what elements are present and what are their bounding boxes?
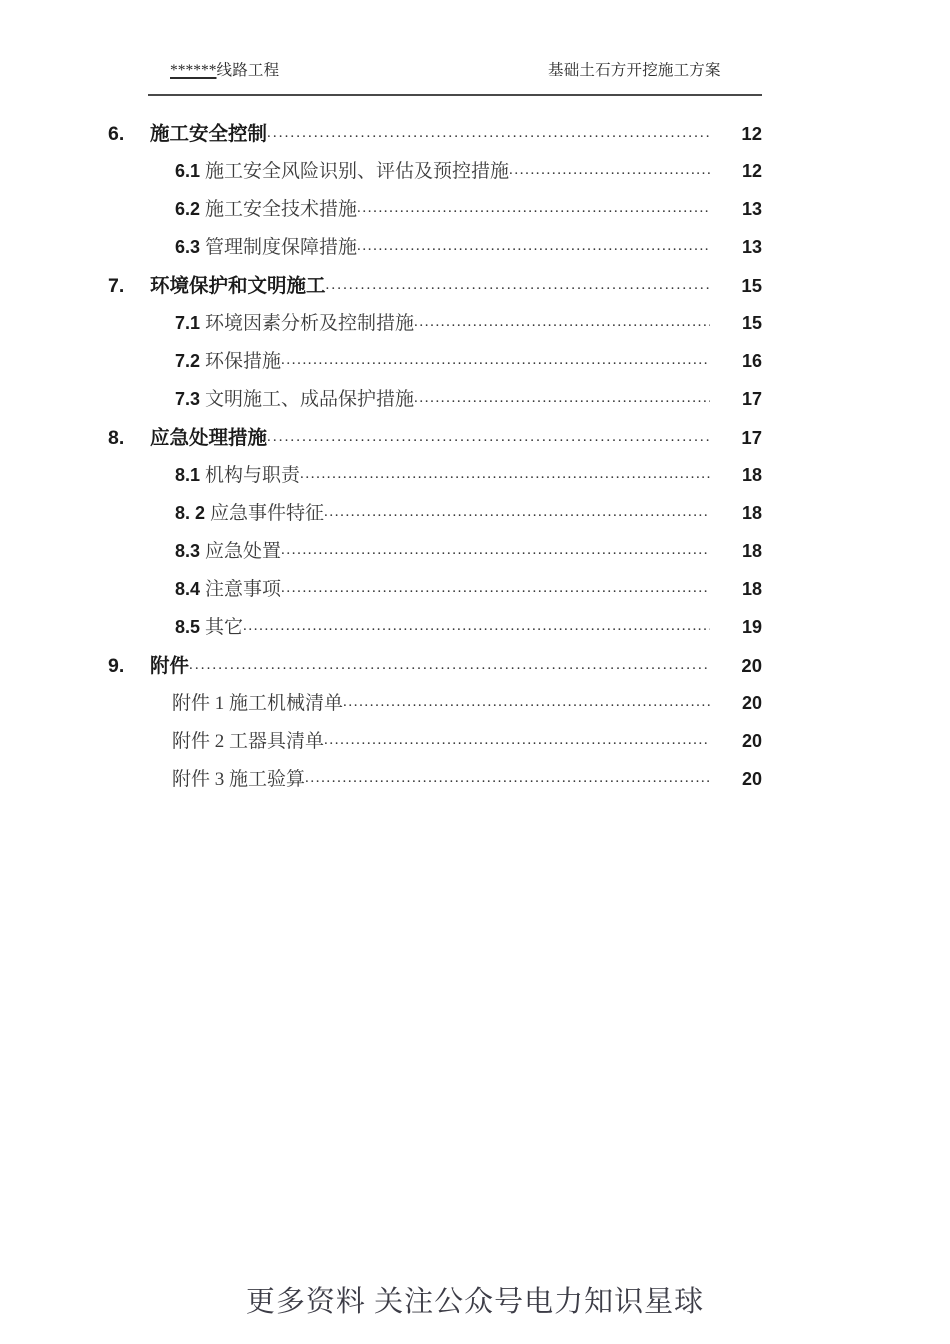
- table-of-contents: [0, 118, 950, 802]
- toc-dot-leader: [281, 352, 710, 369]
- toc-entry-number: 6.: [108, 123, 125, 145]
- toc-entry-number: 7.1: [175, 313, 201, 333]
- toc-dot-leader: [414, 314, 710, 331]
- toc-entry-title: 应急处置: [205, 541, 282, 562]
- toc-dot-leader: [509, 162, 710, 179]
- toc-entry[interactable]: [0, 460, 950, 498]
- toc-entry-number: 6.2: [175, 199, 201, 219]
- toc-page-number: 18: [741, 541, 762, 561]
- toc-entry[interactable]: [0, 498, 950, 536]
- toc-page-number: 15: [741, 313, 762, 333]
- toc-entry[interactable]: [0, 574, 950, 612]
- toc-entry-title: 应急处理措施: [150, 427, 268, 449]
- toc-page-number: 13: [741, 237, 762, 257]
- toc-dot-leader: [281, 580, 710, 597]
- toc-dot-leader: [357, 200, 710, 217]
- toc-page-number: 19: [741, 617, 762, 637]
- toc-entry[interactable]: [0, 422, 950, 460]
- toc-dot-leader: [267, 125, 710, 142]
- toc-page-number: 20: [741, 655, 762, 676]
- toc-dot-leader: [267, 429, 710, 446]
- toc-entry-title: 施工安全风险识别、评估及预控措施: [205, 161, 510, 182]
- toc-dot-leader: [326, 277, 710, 294]
- toc-entry-number: 8.4: [175, 579, 201, 599]
- toc-dot-leader: [324, 732, 710, 749]
- toc-dot-leader: [305, 770, 710, 787]
- toc-entry-title: 环境保护和文明施工: [150, 275, 326, 297]
- toc-entry-title: 附件 3 施工验算: [172, 769, 306, 790]
- toc-entry-title: 施工安全控制: [150, 123, 268, 145]
- toc-entry-number: 9.: [108, 655, 125, 677]
- toc-page-number: 20: [741, 731, 762, 751]
- toc-entry-title: 应急事件特征: [210, 503, 325, 524]
- toc-page-number: 12: [741, 123, 762, 144]
- toc-entry-title: 附件: [150, 655, 190, 677]
- toc-entry-number: 8.5: [175, 617, 201, 637]
- toc-entry[interactable]: [0, 346, 950, 384]
- toc-entry[interactable]: [0, 764, 950, 802]
- toc-dot-leader: [300, 466, 710, 483]
- toc-page-number: 18: [741, 465, 762, 485]
- toc-page-number: 13: [741, 199, 762, 219]
- toc-entry-title: 机构与职责: [205, 465, 301, 486]
- toc-entry-title: 文明施工、成品保护措施: [205, 389, 415, 410]
- toc-entry[interactable]: [0, 194, 950, 232]
- toc-page-number: 20: [741, 769, 762, 789]
- header-project-suffix: 线路工程: [216, 62, 280, 79]
- toc-entry[interactable]: [0, 384, 950, 422]
- toc-entry-number: 6.1: [175, 161, 201, 181]
- toc-page-number: 16: [741, 351, 762, 371]
- toc-entry-number: 7.: [108, 275, 125, 297]
- toc-entry-number: 8. 2: [175, 503, 206, 523]
- toc-entry[interactable]: [0, 118, 950, 156]
- toc-entry[interactable]: [0, 612, 950, 650]
- toc-dot-leader: [324, 504, 710, 521]
- toc-page-number: 17: [741, 427, 762, 448]
- toc-dot-leader: [243, 618, 710, 635]
- toc-dot-leader: [281, 542, 710, 559]
- toc-entry-title: 施工安全技术措施: [205, 199, 358, 220]
- toc-dot-leader: [357, 238, 710, 255]
- toc-entry-title: 环境因素分析及控制措施: [205, 313, 415, 334]
- toc-entry[interactable]: [0, 156, 950, 194]
- toc-page-number: 12: [741, 161, 762, 181]
- toc-entry[interactable]: [0, 688, 950, 726]
- toc-entry-title: 其它: [205, 617, 244, 638]
- toc-entry-number: 8.3: [175, 541, 201, 561]
- toc-page-number: 18: [741, 579, 762, 599]
- toc-entry-title: 附件 2 工器具清单: [172, 731, 325, 752]
- toc-entry[interactable]: [0, 308, 950, 346]
- toc-entry-number: 7.3: [175, 389, 201, 409]
- toc-page-number: 18: [741, 503, 762, 523]
- toc-page-number: 15: [741, 275, 762, 296]
- footer-watermark: 更多资料 关注公众号电力知识星球: [245, 1286, 705, 1318]
- header-left-title: [170, 58, 279, 80]
- header-project-placeholder: ******: [170, 62, 217, 79]
- toc-entry[interactable]: [0, 726, 950, 764]
- toc-dot-leader: [189, 657, 710, 674]
- toc-entry-number: 6.3: [175, 237, 201, 257]
- toc-entry-title: 注意事项: [205, 579, 282, 600]
- toc-entry-number: 7.2: [175, 351, 201, 371]
- toc-entry-number: 8.: [108, 427, 125, 449]
- toc-entry-title: 环保措施: [205, 351, 282, 372]
- toc-page-number: 17: [741, 389, 762, 409]
- document-header: [148, 58, 762, 92]
- toc-entry-title: 管理制度保障措施: [205, 237, 358, 258]
- toc-entry-title: 附件 1 施工机械清单: [172, 693, 344, 714]
- toc-entry[interactable]: [0, 536, 950, 574]
- toc-entry[interactable]: [0, 232, 950, 270]
- toc-dot-leader: [343, 694, 710, 711]
- toc-entry-number: 8.1: [175, 465, 201, 485]
- toc-entry[interactable]: [0, 270, 950, 308]
- header-right-title: 基础土石方开挖施工方案: [548, 62, 721, 79]
- toc-dot-leader: [414, 390, 710, 407]
- toc-entry[interactable]: [0, 650, 950, 688]
- toc-page-number: 20: [741, 693, 762, 713]
- header-divider-rule: [148, 94, 762, 96]
